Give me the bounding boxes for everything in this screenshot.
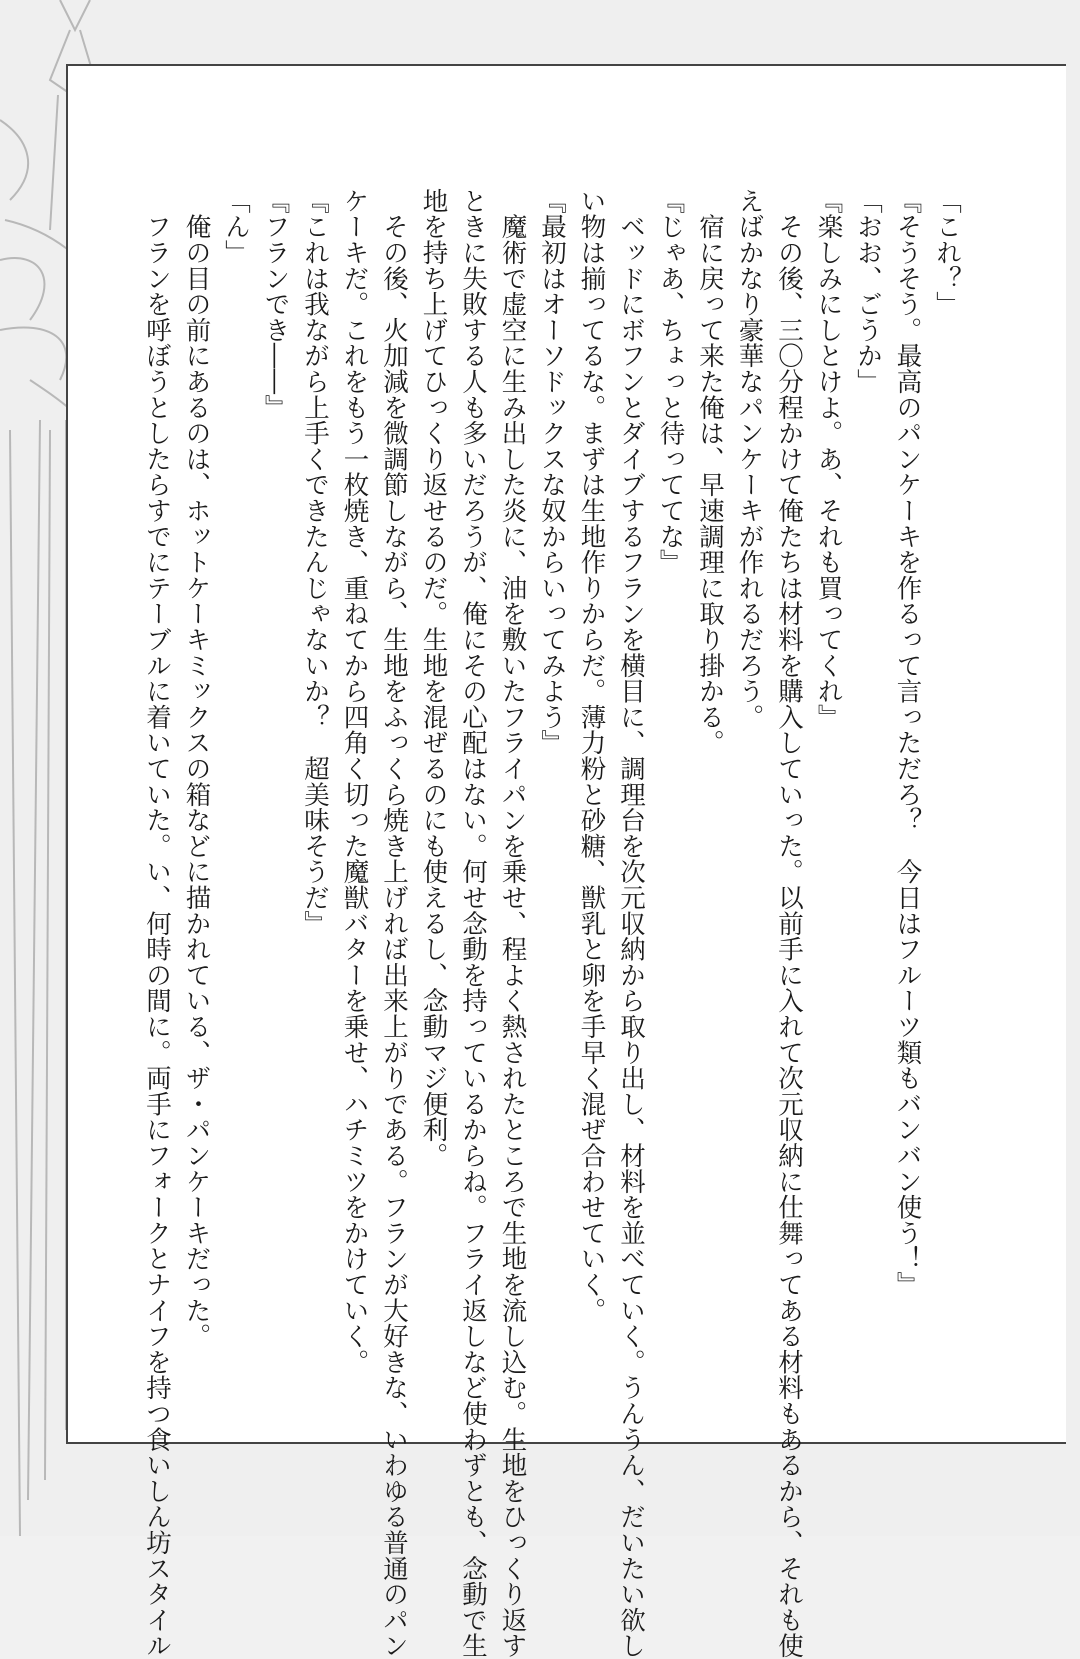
text-line: 『楽しみにしとけよ。あ、それも買ってくれ』 xyxy=(813,188,844,730)
text-line: 『フランでき――』 xyxy=(260,188,291,421)
text-line: ケーキだ。これをもう一枚焼き、重ねてから四角く切った魔獣バターを乗せ、ハチミツをかけていく。 xyxy=(339,188,370,1375)
text-line: 『これは我ながら上手くできたんじゃないか？ 超美味そうだ』 xyxy=(300,188,330,937)
text-line: 地を持ち上げてひっくり返せるのだ。生地を混ぜるのにも使えるし、念動マジ便利。 xyxy=(418,188,449,1169)
novel-text-block xyxy=(137,188,967,1659)
text-line: 「これ？」 xyxy=(932,188,962,317)
text-line: 俺の目の前にあるのは、ホットケーキミックスの箱などに描かれている、ザ・パンケーキだった。 xyxy=(181,188,212,1349)
text-line: ときに失敗する人も多いだろうが、俺にその心配はない。何せ念動を持っているからね。フライ返しなど使わずとも、念動で生 xyxy=(458,188,488,1659)
text-line: 宿に戻って来た俺は、早速調理に取り掛かる。 xyxy=(695,188,725,756)
text-line: フランを呼ぼうとしたらすでにテーブルに着いていた。い、何時の間に。両手にフォークとナイフを持つ食いしん坊スタイル xyxy=(142,188,172,1659)
text-line: 魔術で虚空に生み出した炎に、油を敷いたフライパンを乗せ、程よく熱されたところで生地を流し込む。生地をひっくり返す xyxy=(497,188,528,1659)
text-line: 『じゃあ、ちょっと待っててな』 xyxy=(655,188,686,575)
text-page xyxy=(66,64,1066,1659)
text-line: その後、三〇分程かけて俺たちは材料を購入していった。以前手に入れて次元収納に仕舞ってある材料もあるから、それも使 xyxy=(774,188,804,1659)
text-line: 『最初はオーソドックスな奴からいってみよう』 xyxy=(537,188,567,756)
text-line: 『そうそう。最高のパンケーキを作るって言っただろ？ 今日はフルーツ類もバンバン使う！』 xyxy=(892,188,923,1298)
text-line: えばかなり豪華なパンケーキが作れるだろう。 xyxy=(734,188,765,730)
text-line: その後、火加減を微調節しながら、生地をふっくら焼き上げれば出来上がりである。フランが大好きな、いわゆる普通のパン xyxy=(379,188,409,1659)
text-line: い物は揃ってるな。まずは生地作りからだ。薄力粉と砂糖、獣乳と卵を手早く混ぜ合わせていく。 xyxy=(576,188,607,1324)
text-line: 「おお、ごうか」 xyxy=(853,188,883,395)
text-line: 「ん」 xyxy=(221,188,251,266)
text-line: ベッドにボフンとダイブするフランを横目に、調理台を次元収納から取り出し、材料を並べていく。うんうん、だいたい欲し xyxy=(616,188,646,1659)
